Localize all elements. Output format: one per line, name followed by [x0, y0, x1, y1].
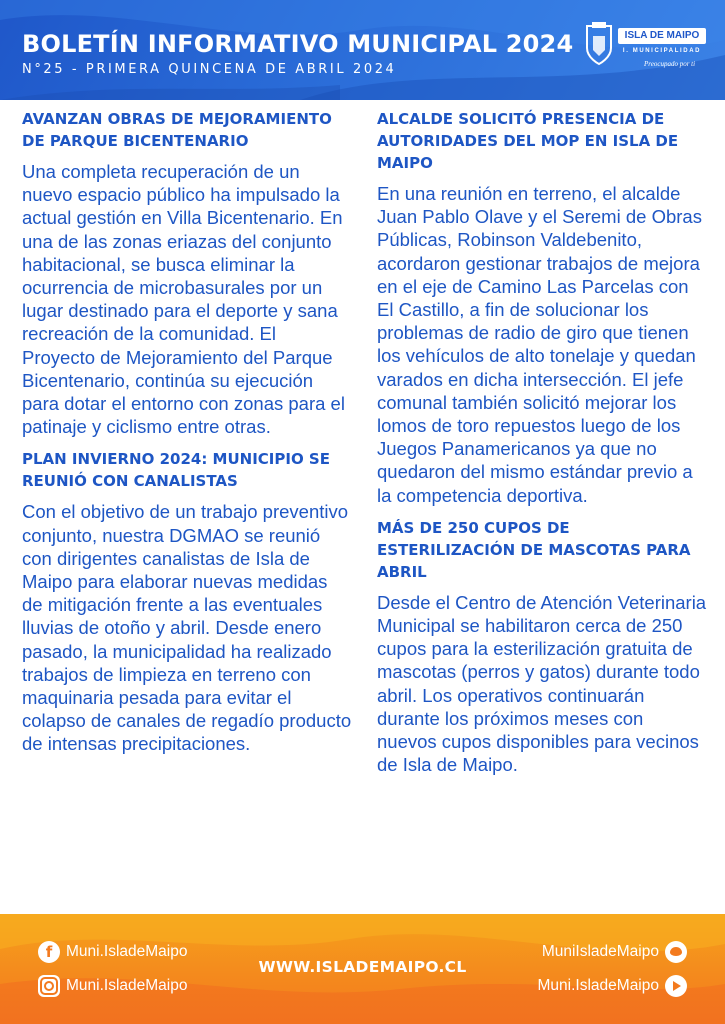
coat-of-arms-icon: [584, 22, 614, 66]
instagram-icon: [38, 975, 60, 997]
right-column: [377, 108, 707, 786]
website-link[interactable]: WWW.ISLADEMAIPO.CL: [258, 958, 467, 976]
instagram-link[interactable]: [38, 974, 193, 998]
facebook-handle: Muni.IsladeMaipo: [66, 943, 188, 960]
youtube-icon: [665, 975, 687, 997]
logo-brand-text: ISLA DE MAIPO: [618, 28, 706, 44]
article-esterilizacion-mascotas: [377, 517, 707, 777]
article-body: Con el objetivo de un trabajo preventivo conjunto, nuestra DGMAO se reunió con dirigentes canalistas de Isla de Maipo para elaborar nuevas medidas de mitigación frente a las eventuales lluvias de otoño y abril. Desde enero pasado, la municipalidad ha realizado trabajos de limpieza en terreno con maquinaria pesada para evitar el colapso de canales de regadío producto de intensas precipitaciones.: [22, 501, 352, 755]
article-body: Desde el Centro de Atención Veterinaria Municipal se habilitaron cerca de 250 cupos para la esterilización gratuita de mascotas (perros y gatos) durante todo abril. Los operativos continuarán durante los próximos meses con nuevos cupos disponibles para vecinos de Isla de Maipo.: [377, 591, 707, 776]
article-parque-bicentenario: [22, 108, 352, 438]
article-body: Una completa recuperación de un nuevo espacio público ha impulsado la actual gestión en Villa Bicentenario. En una de las zonas eriazas del conjunto habitacional, se busca eliminar la ocurrencia de microbasurales por un lugar destinado para el deporte y sana recreación de la comunidad. El Proyecto de Mejoramiento del Parque Bicentenario, continúa su ejecución para dotar el entorno con zonas para el patinaje y ciclismo entre otras.: [22, 161, 345, 438]
header-banner: [0, 0, 725, 100]
article-body: En una reunión en terreno, el alcalde Juan Pablo Olave y el Seremi de Obras Públicas, Robinson Valdebenito, acordaron gestionar trabajos de mejora en el eje de Camino Las Parcelas con El Castillo, a fin de solucionar los problemas de radio de giro que tienen los vehículos de alto tonelaje y quedan varados en dicha intersección. El jefe comunal también solicitó mejorar los lomos de toro repuestos luego de los Juegos Panamericanos ya que no quedaron del mismo estándar previo a la competencia deportiva.: [377, 183, 702, 506]
logo-tagline: Preocupado por ti: [644, 60, 696, 68]
youtube-link[interactable]: [532, 974, 687, 998]
article-title: AVANZAN OBRAS DE MEJORAMIENTO DE PARQUE BICENTENARIO: [22, 110, 332, 150]
bulletin-issue: N°25 - PRIMERA QUINCENA DE ABRIL 2024: [22, 62, 397, 77]
logo-municipality-text: I. MUNICIPALIDAD: [622, 48, 702, 54]
bulletin-title: BOLETÍN INFORMATIVO MUNICIPAL 2024: [22, 30, 574, 58]
youtube-handle: Muni.IsladeMaipo: [537, 977, 659, 994]
article-title: MÁS DE 250 CUPOS DE ESTERILIZACIÓN DE MASCOTAS PARA ABRIL: [377, 518, 691, 581]
article-plan-invierno: [22, 448, 352, 755]
article-title: PLAN INVIERNO 2024: MUNICIPIO SE REUNIÓ CON CANALISTAS: [22, 450, 330, 491]
left-column: [22, 108, 352, 766]
municipality-logo[interactable]: [584, 22, 709, 78]
twitter-handle: MuniIsladeMaipo: [541, 943, 659, 960]
article-title: ALCALDE SOLICITÓ PRESENCIA DE AUTORIDADES DEL MOP EN ISLA DE MAIPO: [377, 110, 679, 172]
article-mop-autoridades: [377, 108, 707, 507]
instagram-handle: Muni.IsladeMaipo: [66, 977, 188, 994]
